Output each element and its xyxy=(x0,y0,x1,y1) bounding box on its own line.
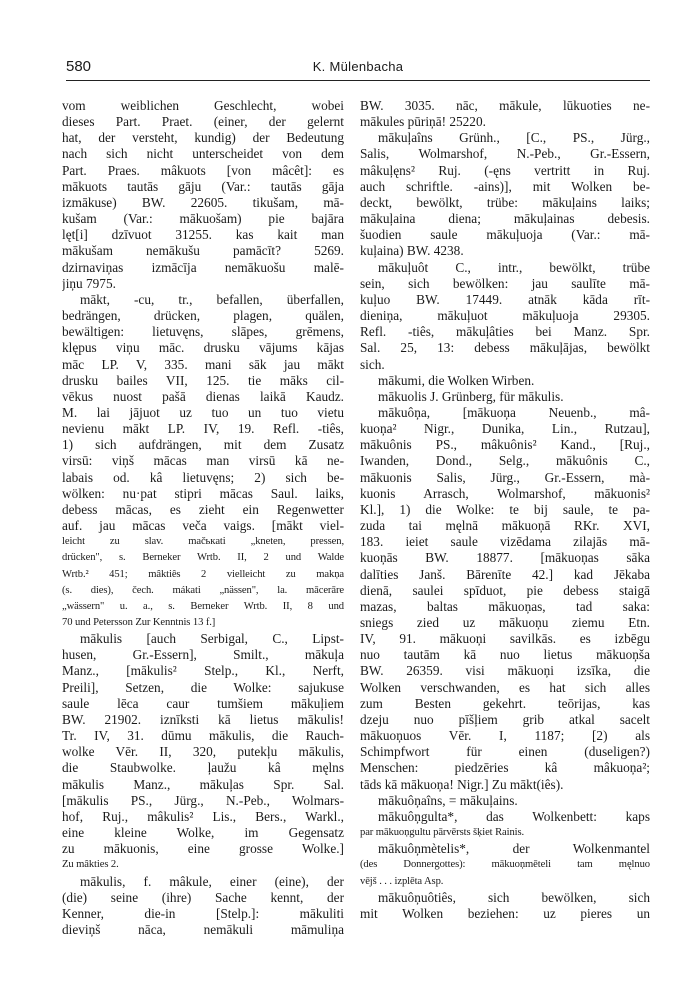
text-line: Part. Praes. mâkuots [von mâcêt]: es xyxy=(62,162,344,178)
text-line: izmākuse) BW. 22605. tikušam, mā- xyxy=(62,194,344,210)
text-line: bedrängen, drücken, plagen, quälen, xyxy=(62,308,344,324)
text-line: BW. 26359. visi mākuoņi izsīka, die xyxy=(360,663,650,679)
text-line: māc LP. V, 335. mani sāk jau mākt xyxy=(62,356,344,372)
text-line: auf. jau mācas veča vaigs. [mākt viel- xyxy=(62,518,344,534)
text-line: labais od. kâ lietuvęns; 2) sich be- xyxy=(62,469,344,485)
page-header xyxy=(66,58,650,81)
text-line: jiņu 7975. xyxy=(62,275,116,291)
text-line: BW. 3035. nāc, mākule, lūkuoties ne- xyxy=(360,98,650,113)
text-line: tāds kā mākuoņa! Nigr.] Zu mākt(iês). xyxy=(360,776,564,792)
text-line: bewältigen: lietuvęns, slāpes, grēmens, xyxy=(62,324,344,340)
text-line: drücken", s. Berneker Wrtb. II, 2 und Walde xyxy=(62,552,344,564)
right-column xyxy=(360,98,650,922)
text-line: Preili], Setzen, die Wolke: sajukuse xyxy=(62,679,344,695)
text-line: dzeju nuo pīšļiem grib atkal sacelt xyxy=(360,711,650,727)
text-line: Refl. -tiês, mākuļâties bei Manz. Spr. xyxy=(360,324,650,340)
text-line: mākulis Manz., mākuļas Spr. Sal. xyxy=(62,776,344,792)
text-line: (die) seine (ihre) Sache kennt, der xyxy=(62,889,344,905)
running-title: K. Mülenbacha xyxy=(312,59,404,74)
text-line: 70 und Petersson Zur Kenntnis 13 f.] xyxy=(62,617,216,628)
text-line: [mākulis PS., Jürg., N.-Peb., Wolmars- xyxy=(62,792,344,808)
text-line: mâkuļęns² Ruj. (-ęns vertritt in Ruj. xyxy=(360,162,650,178)
text-line: hof, Ruj., mâkulis² Lis., Bers., Warkl., xyxy=(62,808,344,824)
text-line: par mākuoņgultu pārvērsts šķiet Rainis. xyxy=(360,827,525,839)
text-line: Kenner, die-in [Stelp.]: mākuliti xyxy=(62,905,344,921)
text-line: hat, der versteht, kundig) der Bedeutung xyxy=(62,130,344,146)
text-line: die Staubwolke. ļaužu kâ męlns xyxy=(62,760,344,776)
text-line: mākuônis PS., mâkuônis² Kand., [Ruj., xyxy=(360,437,650,453)
text-line: mākuonis Salis, Jürg., Gr.-Essern, mà- xyxy=(360,469,650,485)
text-line: mākuôņa, [mākuoņa Neuenb., mâ- xyxy=(378,404,650,420)
text-line: dalīties Janš. Bārenīte 42.] kad Jēkaba xyxy=(360,566,650,582)
text-line: BW. 21902. iznīksti kā lietus mākulis! xyxy=(62,711,344,727)
text-line: sich. xyxy=(360,356,385,372)
text-line: nevienu mākt LP. IV, 19. Refl. -tiês, xyxy=(62,421,344,437)
text-line: zu mākuonis, eine grosse Wolke.] xyxy=(62,841,344,857)
text-line: kuonis Arrasch, Wolmarshof, mākuonis² xyxy=(360,485,650,501)
text-line: kuoņa² Nigr., Dunika, Lin., Rutzau], xyxy=(360,421,650,437)
text-line: kuoņās BW. 18877. [mākuoņas sāka xyxy=(360,550,650,566)
text-line: Salis, Wolmarshof, N.-Peb., Gr.-Essern, xyxy=(360,146,650,162)
text-line: kušam (Var.: mākuošam) pie bajāra xyxy=(62,211,344,227)
text-line: Tr. IV, 31. dūmu mākulis, die Rauch- xyxy=(62,728,344,744)
text-line: klępus viņu māc. drusku vājums kājas xyxy=(62,340,344,356)
text-line: dienā, saulei spīduot, pie debess staigā xyxy=(360,582,650,598)
text-line: mākuļuôt C., intr., bewölkt, trübe xyxy=(378,259,650,275)
text-line: Iwanden, Dond., Selg., mākuônis C., xyxy=(360,453,650,469)
text-line: (des Donnergottes): mākuoņmēteli tam męlnuo xyxy=(360,859,650,871)
text-line: (s. dies), čech. mákati „nässen", la. mācerāre xyxy=(62,584,344,596)
text-line: mit Wolken beziehen: uz pieres un xyxy=(360,905,650,921)
text-line: lęt[i] dzīvuot 31255. kas kait man xyxy=(62,227,344,243)
text-line: auch schriftle. -ains)], mit Wolken be- xyxy=(360,178,650,194)
text-line: „wässern" u. a., s. Berneker Wrtb. II, 8 und xyxy=(62,600,344,612)
text-line: debess mācas, es zieht ein Regenwetter xyxy=(62,501,344,517)
text-line: 183. ieiet saule vizēdama zilajās mā- xyxy=(360,534,650,550)
text-line: šuodien saule mākuļuoja (Var.: mā- xyxy=(360,227,650,243)
text-line: dieviņš nāca, nemākuli māmuliņa xyxy=(62,921,344,937)
text-line: Wolken verschwanden, es hat sich alles xyxy=(360,679,650,695)
text-line: IV, 91. mākuoņi savilkās. es izbēgu xyxy=(360,631,650,647)
text-line: mākules pūriņā! 25220. xyxy=(360,114,486,130)
page-number: 580 xyxy=(66,58,92,75)
text-line: mākulis [auch Serbigal, C., Lipst- xyxy=(80,631,344,647)
text-line: virsū: viņš mācas man virsū kā ne- xyxy=(62,453,344,469)
text-line: Schimpfwort für einen (duseligen?) xyxy=(360,744,650,760)
text-line: deckt, bewölkt, trübe: mākuļains laiks; xyxy=(360,194,650,210)
text-line: vom weiblichen Geschlecht, wobei xyxy=(62,98,344,113)
left-column xyxy=(62,98,344,938)
text-line: mākt, -cu, tr., befallen, überfallen, xyxy=(80,291,344,307)
text-line: Menschen: piedzēries kâ mâkuoņa²; xyxy=(360,760,650,776)
text-line: mākumi, die Wolken Wirben. xyxy=(378,372,535,388)
text-line: dieses Part. Praet. (einer, der gelernt xyxy=(62,114,344,130)
text-line: wölken: nu·pat stipri mācas Saul. laiks, xyxy=(62,485,344,501)
text-line: zum Besten gekehrt. teōrijas, kas xyxy=(360,695,650,711)
text-line: mākušam nemākušu pamācīt? 5269. xyxy=(62,243,344,259)
text-line: kuļuo BW. 17449. atnāk kāda rīt- xyxy=(360,291,650,307)
text-line: mākuoņuos Vēr. I, 1187; [2) als xyxy=(360,728,650,744)
text-line: Wrtb.² 451; mâktiês 2 vielleicht zu makņa xyxy=(62,568,344,580)
text-line: Sal. 25, 13: debess mākuļājas, bewölkt xyxy=(360,340,650,356)
text-line: 1) sich aufdrängen, mit dem Zusatz xyxy=(62,437,344,453)
text-line: Manz., [mākulis² Stelp., Kl., Nerft, xyxy=(62,663,344,679)
text-line: vējš . . . izplēta Asp. xyxy=(360,875,444,887)
text-line: eine kleine Wolke, im Gegensatz xyxy=(62,825,344,841)
text-line: nach sich nicht unterscheidet von dem xyxy=(62,146,344,162)
text-line: nuo tautām kā nuo lietus mākuoņša xyxy=(360,647,650,663)
text-line: mākuots tautās gāju (Var.: tautās gāja xyxy=(62,178,344,194)
text-line: mākuolis J. Grünberg, für mākulis. xyxy=(378,388,564,404)
text-line: zuda tai męlnā mākuoņā RKr. XVI, xyxy=(360,518,650,534)
text-line: kuļaina) BW. 4238. xyxy=(360,243,464,259)
text-line: drusku bailes VII, 125. tie māks cil- xyxy=(62,372,344,388)
text-line: vēkus nuost pašā dienas laikā Kaudz. xyxy=(62,388,344,404)
text-line: sein, sich bewölken: jau saulīte mā- xyxy=(360,275,650,291)
text-line: saule lēca caur tumšiem mākuļiem xyxy=(62,695,344,711)
text-line: leicht zu slav. mačькati „kneten, pressen, xyxy=(62,536,344,548)
text-line: mākuôņuôtiês, sich bewölken, sich xyxy=(378,889,650,905)
text-line: mākulis, f. mâkule, einer (eine), der xyxy=(80,873,344,889)
text-line: mākuôņaîns, = mākuļains. xyxy=(378,792,518,808)
text-line: mākuļaîns Grünh., [C., PS., Jürg., xyxy=(378,130,650,146)
text-line: mākuļaina diena; mākuļainas debesis. xyxy=(360,211,650,227)
text-line: dzirnaviņas izmācīja nemākuošu malē- xyxy=(62,259,344,275)
text-line: husen, Gr.-Essern], Smilt., mākuļa xyxy=(62,647,344,663)
text-line: dieniņa, mākuļuot mākuļuoja 29305. xyxy=(360,308,650,324)
text-line: Kl.], 1) die Wolke: te bij saule, te pa- xyxy=(360,501,650,517)
text-line: Zu mâkties 2. xyxy=(62,859,119,871)
text-line: mazas, baltas mākuoņas, tad saka: xyxy=(360,598,650,614)
text-line: M. lai jājuot uz tuo un tuo vietu xyxy=(62,404,344,420)
text-line: wolke Vēr. II, 320, putekļu mākulis, xyxy=(62,744,344,760)
text-line: mākuôņmètelis*, der Wolkenmantel xyxy=(378,841,650,857)
text-line: mākuôņgulta*, das Wolkenbett: kaps xyxy=(378,808,650,824)
text-line: sniegs zied uz mākuoņu ziemu Etn. xyxy=(360,615,650,630)
